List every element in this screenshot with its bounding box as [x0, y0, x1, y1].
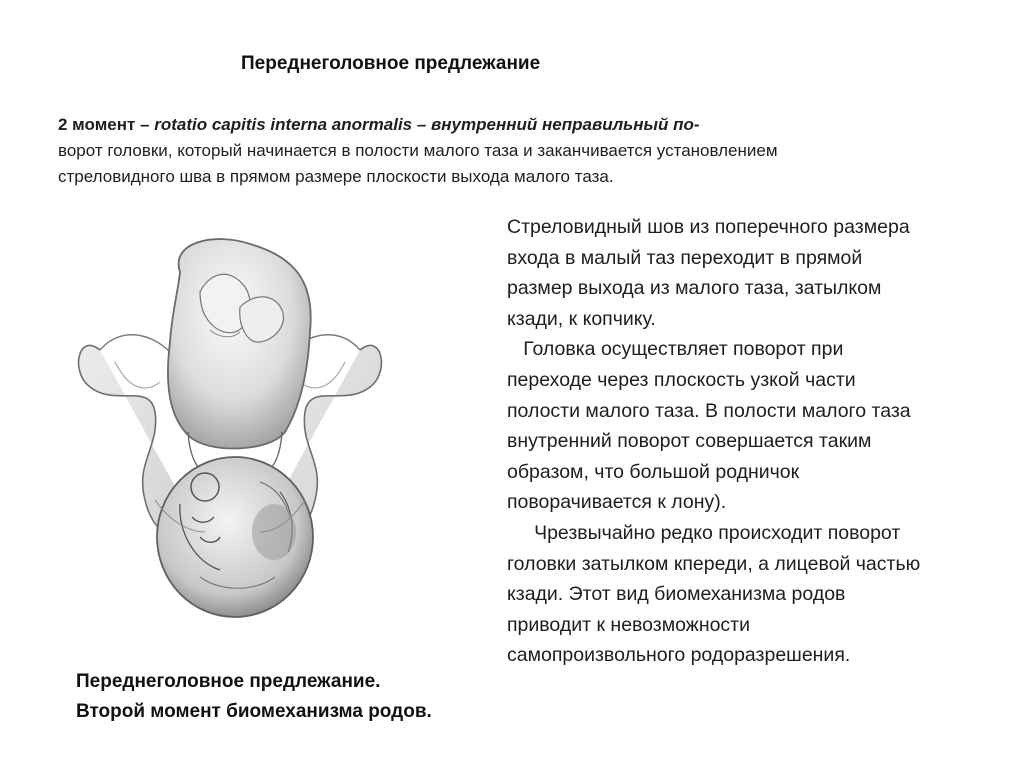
description-line: Головка осуществляет поворот при — [507, 338, 844, 361]
moment-label: 2 момент – — [58, 115, 155, 134]
pelvis-fetus-drawing — [60, 232, 400, 630]
description-line: головки затылком кпереди, а лицевой частью — [507, 552, 921, 575]
description-text — [507, 212, 1012, 671]
description-line: Чрезвычайно редко происходит поворот — [507, 521, 901, 544]
description-line: размер выхода из малого таза, затылком — [507, 277, 882, 300]
figure-caption — [76, 667, 432, 727]
description-line: внутренний поворот совершается таким — [507, 430, 872, 453]
description-line: Стреловидный шов из поперечного размера — [507, 216, 910, 238]
description-line: самопроизвольного родоразрешения. — [507, 644, 851, 667]
moment-definition — [58, 112, 778, 190]
description-line: поворачивается к лону). — [507, 491, 727, 514]
description-line: кзади, к копчику. — [507, 307, 656, 330]
description-line: кзади. Этот вид биомеханизма родов — [507, 583, 846, 606]
page-title: Переднеголовное предлежание — [241, 53, 541, 74]
description-line: образом, что большой родничок — [507, 460, 800, 483]
description-line: переходе через плоскость узкой части — [507, 368, 856, 391]
moment-latin-term: rotatio capitis interna anormalis — [154, 115, 413, 134]
description-line: полости малого таза. В полости малого таза — [507, 399, 911, 422]
pelvis-fetal-head-illustration — [60, 232, 400, 630]
moment-line-3: стреловидного шва в прямом размере плоскости выхода малого таза. — [58, 167, 614, 186]
caption-line-1: Переднеголовное предлежание. — [76, 671, 381, 692]
description-line: приводит к невозможности — [507, 613, 751, 636]
moment-line-2: ворот головки, который начинается в полости малого таза и заканчивается установлением — [58, 141, 778, 160]
moment-description-start: – внутренний неправильный по- — [412, 115, 700, 134]
moment-line-1 — [58, 112, 758, 138]
description-line: входа в малый таз переходит в прямой — [507, 246, 863, 269]
caption-line-2: Второй момент биомеханизма родов. — [76, 701, 432, 722]
